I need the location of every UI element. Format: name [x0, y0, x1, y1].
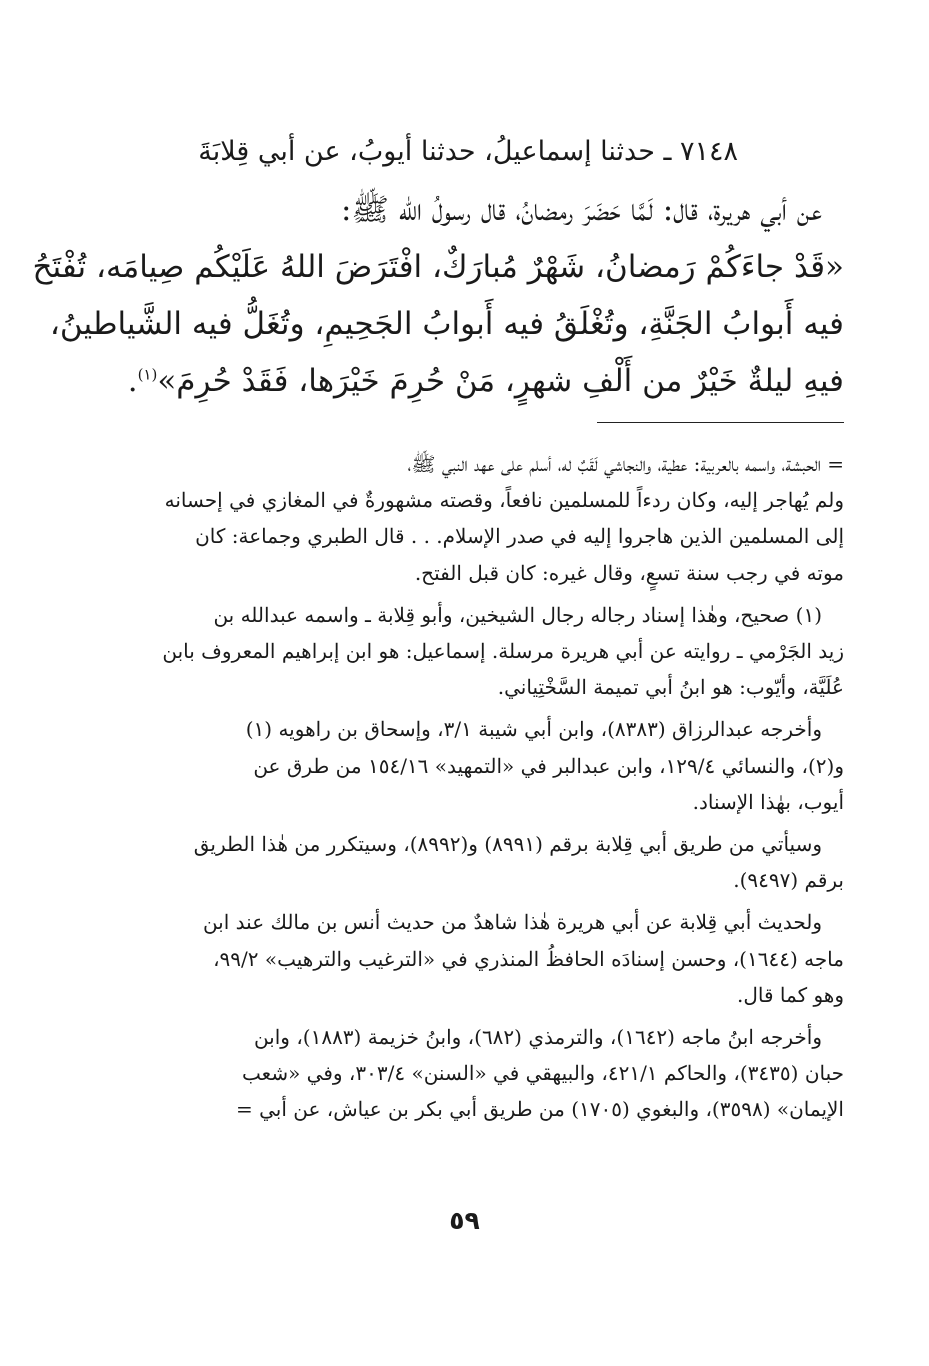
end-punctuation: .: [127, 363, 138, 399]
footnote-line: برقم (٩٤٩٧).: [733, 868, 844, 893]
page-number: ٥٩: [449, 1206, 480, 1235]
hadith-line: عن أبي هريرة، قال: لَمَّا حَضَرَ رمضانُ، قال رسولُ الله ﷺ:: [341, 192, 822, 228]
footnote-separator: [597, 422, 844, 423]
hadith-line-text: فيهِ ليلةٌ خَيْرٌ من أَلْفِ شهرٍ، مَنْ حُرِمَ خَيْرَها، فَقَدْ حُرِمَ»: [157, 363, 844, 399]
footnote-line: وأخرجه ابنُ ماجه (١٦٤٢)، والترمذي (٦٨٢)، وابنُ خزيمة (١٨٨٣)، وابن: [253, 1025, 822, 1050]
hadith-text: [32, 122, 844, 410]
footnote-line: ماجه (١٦٤٤)، وحسن إسنادَه الحافظُ المنذري في «الترغيب والترهيب» ٩٩/٢،: [213, 946, 844, 971]
footnote-line: = الحبشة، واسمه بالعربية: عطية، والنجاشي لَقَبٌ له، أسلم على عهد النبي ﷺ،: [407, 452, 844, 476]
footnote-line: (١) صحيح، وهٰذا إسناد رجاله رجال الشيخين، وأبو قِلابة ـ واسمه عبدالله بن: [213, 602, 822, 627]
footnote-paragraph: [136, 904, 844, 1013]
footnotes-section: [136, 446, 844, 1134]
footnote-line: ولحديث أبي قِلابة عن أبي هريرة هٰذا شاهدٌ من حديث أنس بن مالك عند ابن: [202, 910, 822, 935]
footnote-paragraph: [136, 711, 844, 820]
hadith-chain-line: ٧١٤٨ ـ حدثنا إسماعيلُ، حدثنا أيوبُ، عن أبي قِلابَةَ: [198, 136, 738, 167]
hadith-line: «قَدْ جاءَكُمْ رَمضانُ، شَهْرٌ مُبارَكٌ، افْتَرَضَ اللهُ عَلَيْكُم صِيامَه، تُفْتَحُ: [32, 249, 844, 285]
footnote-continuation: [136, 446, 844, 591]
footnote-line: ولم يُهاجر إليه، وكان ردءاً للمسلمين نافعاً، وقصته مشهورةٌ في المغازي في إحسانه: [164, 488, 844, 513]
footnote-paragraph: [136, 826, 844, 898]
footnote-line: أيوب، بهٰذا الإسناد.: [692, 789, 844, 814]
hadith-last-line: [127, 353, 844, 410]
footnote-line: وهو كما قال.: [737, 982, 844, 1007]
footnote-1: [136, 597, 844, 706]
footnote-paragraph: [136, 1019, 844, 1128]
footnote-line: و(٢)، والنسائي ١٢٩/٤، وابن عبدالبر في «التمهيد» ١٥٤/١٦ من طرق عن: [253, 753, 844, 778]
footnote-line: موته في رجب سنة تسعٍ، وقال غيره: كان قبل الفتح.: [414, 560, 844, 585]
footnote-line: إلى المسلمين الذين هاجروا إليه في صدر الإسلام. . . قال الطبري وجماعة: كان: [195, 524, 844, 549]
footnote-line: الإيمان» (٣٥٩٨)، والبغوي (١٧٠٥) من طريق أبي بكر بن عياش، عن أبي =: [235, 1097, 844, 1122]
footnote-line: عُلَيَّة، وأيّوب: هو ابنُ أبي تميمة السَّخْتِياني.: [497, 675, 844, 700]
footnote-line: زيد الجَرْمي ـ روايته عن أبي هريرة مرسلة. إسماعيل: هو ابن إبراهيم المعروف بابن: [162, 639, 844, 664]
footnote-line: حبان (٣٤٣٥)، والحاكم ٤٢١/١، والبيهقي في «السنن» ٣٠٣/٤، وفي «شعب: [242, 1061, 844, 1086]
footnote-line: وأخرجه عبدالرزاق (٨٣٨٣)، وابن أبي شيبة ٣/١، وإسحاق بن راهويه (١): [245, 717, 822, 742]
hadith-line: فيه أَبوابُ الجَنَّةِ، وتُغْلَقُ فيه أَبوابُ الجَحِيمِ، وتُغَلُّ فيه الشَّياطينُ،: [49, 306, 844, 342]
footnote-marker: (١): [137, 365, 158, 384]
footnote-line: وسيأتي من طريق أبي قِلابة برقم (٨٩٩١) و(٨٩٩٢)، وسيتكرر من هٰذا الطريق: [193, 832, 822, 857]
